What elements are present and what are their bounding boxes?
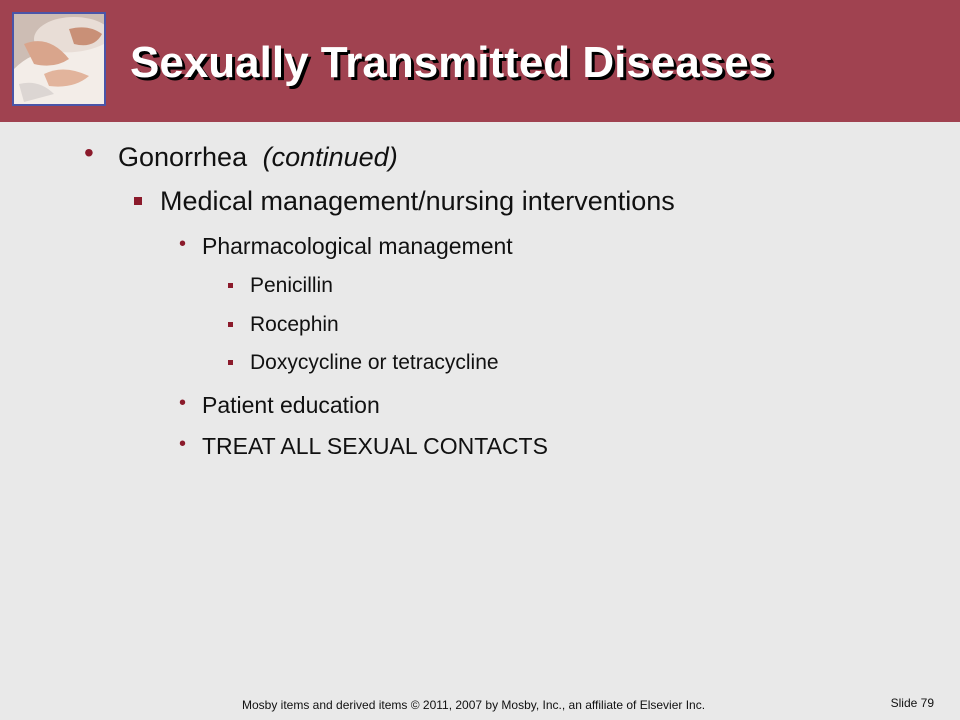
bullet-level1-suffix: (continued) [262, 142, 398, 172]
bullet-level3-pharmacological: Pharmacological management [202, 233, 513, 259]
small-square-bullet-icon [228, 322, 233, 327]
bullet-level1 [118, 142, 398, 173]
slide-title: Sexually Transmitted Diseases [130, 38, 774, 87]
bullet-level2: Medical management/nursing interventions [160, 186, 675, 216]
bullet-dot-icon: • [179, 233, 187, 255]
small-square-bullet-icon [228, 283, 233, 288]
bullet-level4-item: Penicillin [250, 274, 333, 297]
square-bullet-icon [134, 197, 142, 205]
bullet-level4-item: Rocephin [250, 313, 339, 336]
bullet-level4-item: Doxycycline or tetracycline [250, 351, 499, 374]
bullet-dot-icon: • [84, 137, 94, 168]
slide-number: Slide 79 [890, 696, 934, 710]
small-square-bullet-icon [228, 360, 233, 365]
bullet-level3-education: Patient education [202, 392, 380, 418]
bullet-level1-topic: Gonorrhea [118, 142, 248, 172]
bullet-dot-icon: • [179, 392, 187, 414]
copyright-footer: Mosby items and derived items © 2011, 2007 by Mosby, Inc., an affiliate of Elsevier Inc. [242, 698, 706, 712]
bullet-level3-contacts: TREAT ALL SEXUAL CONTACTS [202, 433, 548, 459]
bullet-dot-icon: • [179, 433, 187, 455]
